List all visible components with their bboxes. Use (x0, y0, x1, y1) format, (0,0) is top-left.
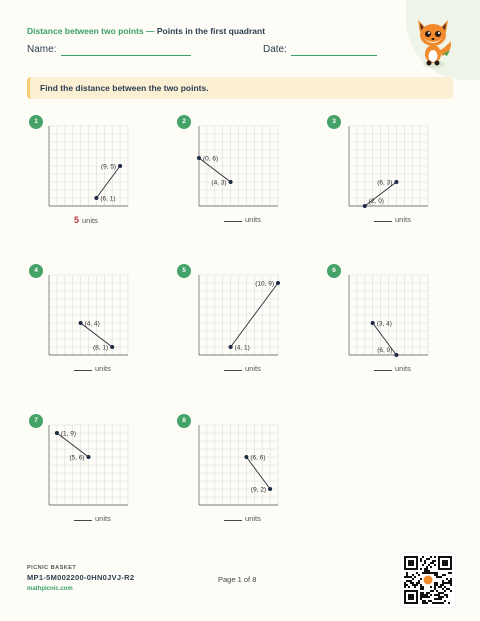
point-label: (6, 6) (250, 454, 266, 462)
instruction-banner (27, 77, 453, 99)
unit-label: units (95, 514, 111, 523)
title-main: Distance between two points (27, 26, 144, 36)
instruction-text: Find the distance between the two points. (40, 83, 209, 93)
problem-number-badge: 7 (29, 414, 43, 428)
grid-plot (49, 275, 130, 357)
point-label: (2, 0) (368, 198, 384, 205)
point-marker (244, 455, 248, 459)
point-label: (1, 9) (60, 430, 77, 438)
problem-number-badge: 2 (177, 115, 191, 129)
answer-field[interactable] (74, 364, 111, 373)
coordinate-grid (199, 425, 278, 505)
answer-field[interactable] (374, 215, 411, 224)
grid-plot (349, 275, 430, 357)
answer-blank[interactable] (224, 514, 242, 521)
point-marker (197, 156, 201, 160)
problem-number-badge: 4 (29, 264, 43, 278)
grid-plot (199, 126, 280, 208)
coordinate-grid (49, 425, 128, 505)
point-label: (5, 6) (69, 454, 85, 462)
worksheet-code: MP1-5M002200-0HN0JVJ-R2 (27, 573, 135, 582)
answer-blank[interactable] (224, 215, 242, 222)
answer-field[interactable] (224, 514, 261, 523)
unit-label: units (395, 215, 411, 224)
point-label: (4, 3) (211, 179, 227, 187)
unit-label: units (245, 215, 261, 224)
coordinate-grid (49, 126, 128, 206)
problem-number-badge: 5 (177, 264, 191, 278)
name-label: Name: (27, 44, 57, 55)
answer-blank[interactable] (74, 364, 92, 371)
unit-label: units (245, 364, 261, 373)
point-label: (10, 9) (255, 280, 274, 288)
fox-mascot-icon (412, 14, 456, 70)
point-marker (371, 321, 375, 325)
point-marker (79, 321, 83, 325)
point-label: (9, 5) (100, 163, 117, 171)
qr-code-icon (400, 552, 456, 608)
unit-label: units (245, 514, 261, 523)
grid-plot (49, 425, 130, 507)
point-marker (229, 180, 233, 184)
answer-field[interactable] (74, 514, 111, 523)
point-marker (118, 164, 122, 168)
page-number: Page 1 of 8 (218, 575, 257, 584)
site-link[interactable]: mathpicnic.com (27, 586, 73, 592)
point-label: (6, 3) (377, 179, 393, 187)
answer-value: 5 (74, 215, 80, 225)
date-line[interactable] (291, 55, 377, 56)
answer-field[interactable] (74, 215, 98, 225)
point-label: (6, 1) (100, 195, 116, 203)
coordinate-grid (199, 126, 278, 206)
answer-field[interactable] (224, 364, 261, 373)
unit-label: units (395, 364, 411, 373)
problem-number-badge: 3 (327, 115, 341, 129)
problem-number-badge: 6 (327, 264, 341, 278)
point-marker (268, 487, 272, 491)
point-marker (55, 431, 59, 435)
answer-field[interactable] (224, 215, 261, 224)
point-marker (363, 204, 367, 208)
grid-plot (199, 275, 280, 357)
answer-blank[interactable] (374, 215, 392, 222)
point-marker (94, 196, 98, 200)
point-label: (8, 1) (93, 344, 109, 352)
grid-plot (49, 126, 130, 208)
point-marker (229, 345, 233, 349)
date-label: Date: (263, 44, 287, 55)
coordinate-grid (349, 275, 428, 355)
unit-label: units (82, 216, 98, 225)
coordinate-grid (199, 275, 278, 355)
point-label: (3, 4) (376, 320, 392, 328)
title-sub: Points in the first quadrant (156, 26, 266, 36)
answer-field[interactable] (374, 364, 411, 373)
point-marker (87, 455, 91, 459)
coordinate-grid (349, 126, 428, 206)
point-marker (394, 353, 398, 357)
problem-number-badge: 8 (177, 414, 191, 428)
point-label: (4, 1) (234, 344, 250, 352)
point-marker (110, 345, 114, 349)
name-line[interactable] (61, 55, 191, 56)
title-separator: — (143, 26, 157, 36)
grid-plot (199, 425, 280, 507)
answer-blank[interactable] (74, 514, 92, 521)
footer-brand: PICNIC BASKET (27, 565, 77, 571)
grid-plot (349, 126, 430, 208)
point-marker (276, 281, 280, 285)
point-marker (394, 180, 398, 184)
unit-label: units (95, 364, 111, 373)
point-label: (6, 0) (377, 347, 393, 354)
answer-blank[interactable] (374, 364, 392, 371)
worksheet-title (27, 26, 265, 36)
coordinate-grid (49, 275, 128, 355)
answer-blank[interactable] (224, 364, 242, 371)
point-label: (9, 2) (250, 486, 267, 494)
point-label: (4, 4) (84, 320, 100, 328)
problem-number-badge: 1 (29, 115, 43, 129)
point-label: (0, 6) (203, 155, 219, 163)
